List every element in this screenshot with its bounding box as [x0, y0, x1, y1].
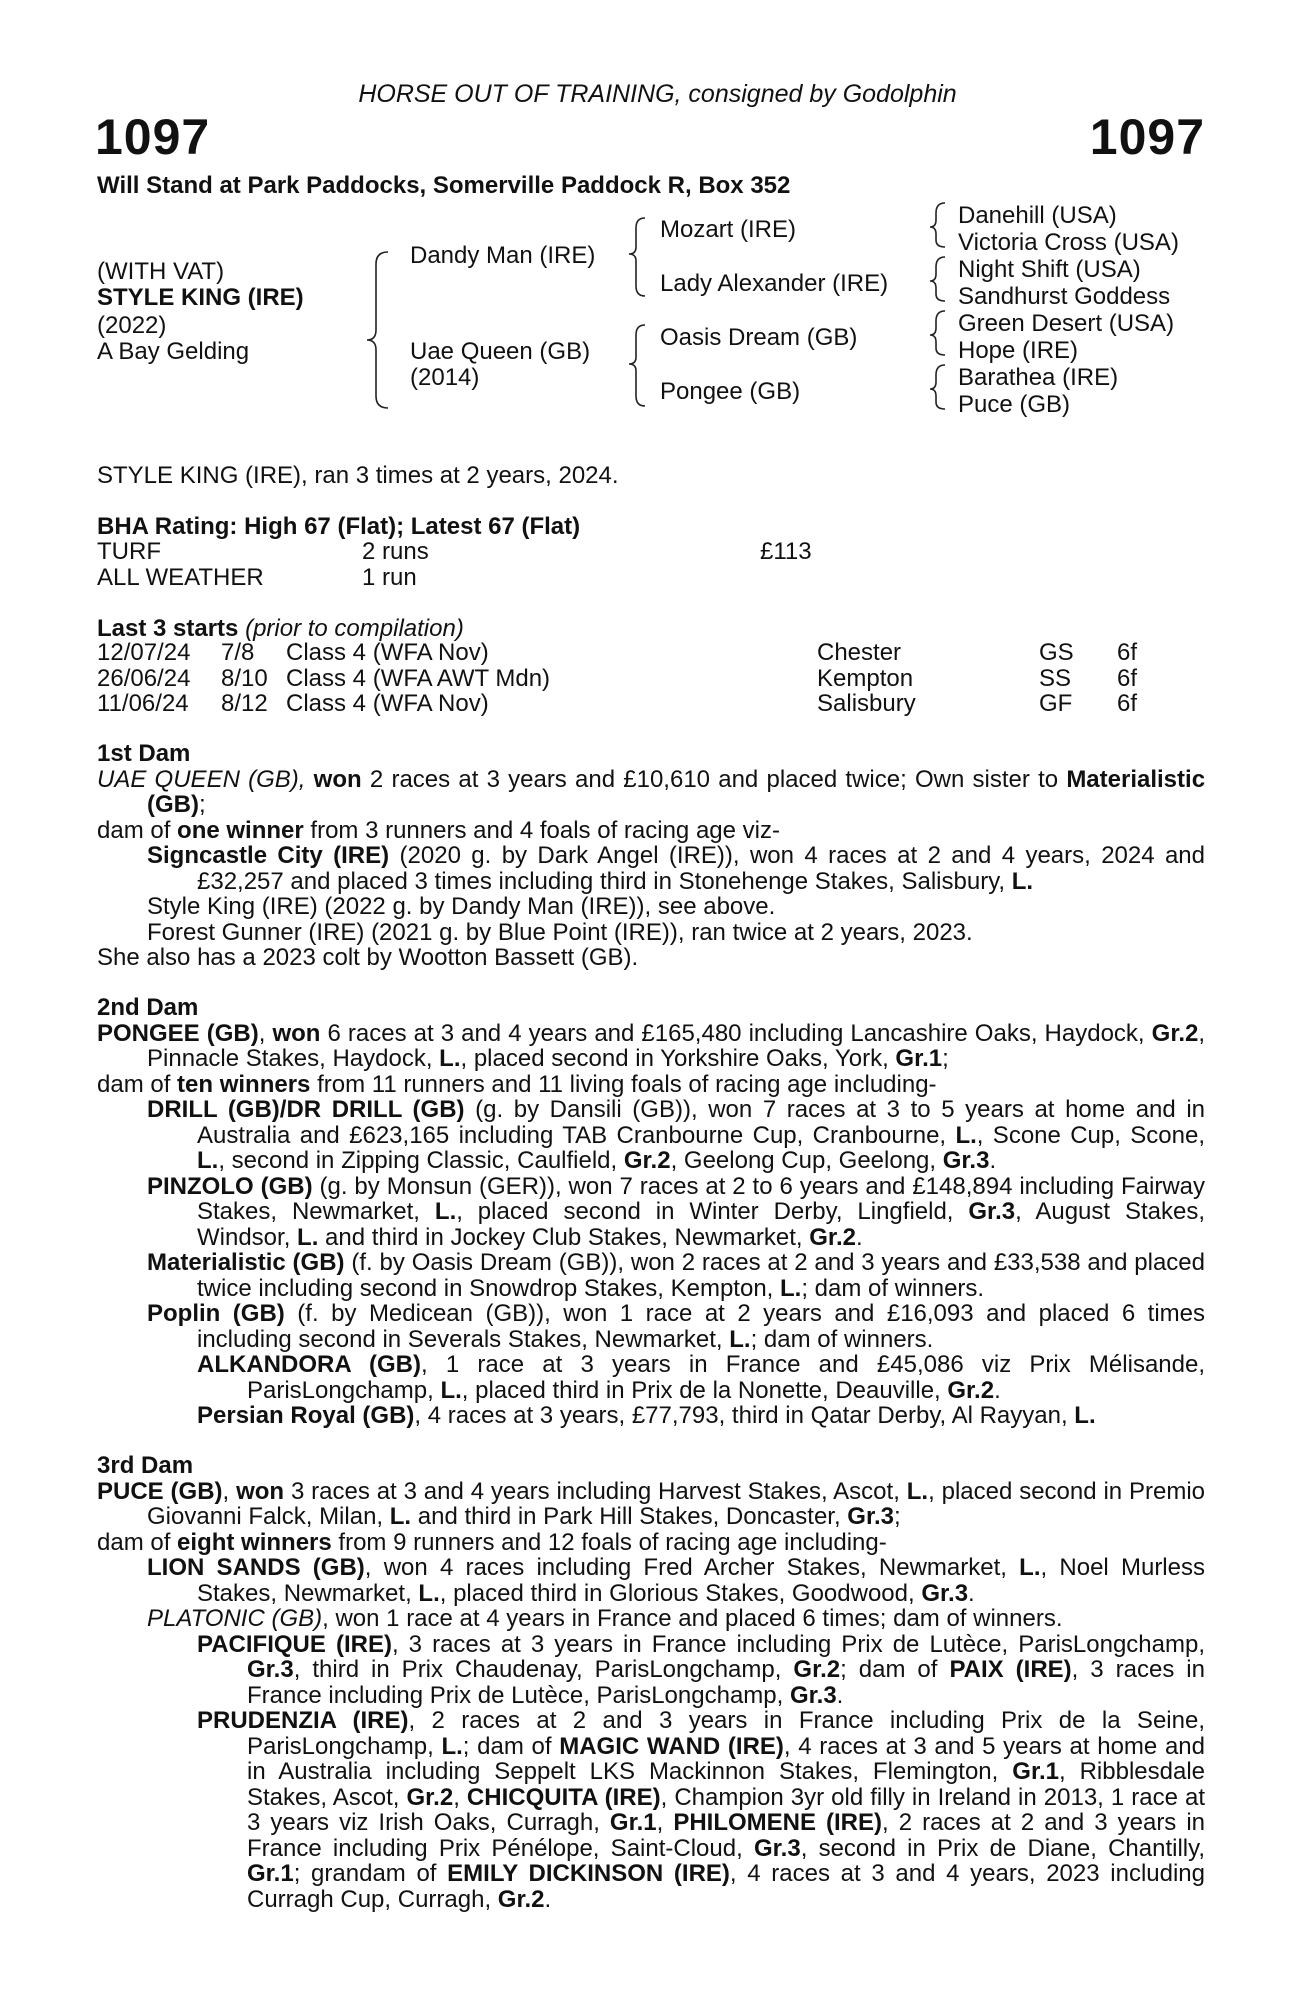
- dam-record: PONGEE (GB), won 6 races at 3 and 4 years and £165,480 including Lancashire Oaks, Haydock, Gr.2, Pinnacle Stakes, Haydock, L., placed second in Yorkshire Oaks, York, Gr.1;: [97, 1019, 1206, 1072]
- turf-label: TURF: [97, 538, 161, 565]
- offspring-name: EMILY DICKINSON (IRE): [447, 1860, 730, 1887]
- horse-vat: (WITH VAT): [97, 258, 225, 285]
- ancestor-5: Green Desert (USA): [958, 310, 1175, 337]
- produce-text: from 11 runners and 11 living foals of racing age including-: [317, 1070, 937, 1098]
- offspring-name: PACIFIQUE (IRE): [197, 1630, 392, 1658]
- ancestor-4: Sandhurst Goddess: [958, 283, 1171, 310]
- offspring-name: MAGIC WAND (IRE): [559, 1732, 784, 1760]
- horse-name: STYLE KING (IRE): [97, 284, 304, 311]
- offspring-text: ; dam of: [840, 1656, 938, 1683]
- bracket-g1: [930, 203, 945, 247]
- race-grade: Gr.3: [789, 1681, 837, 1709]
- offspring-name: CHICQUITA (IRE): [466, 1783, 661, 1811]
- last-starts-heading: [97, 615, 464, 642]
- dam-name: Uae Queen (GB): [410, 338, 591, 365]
- start-course: Chester: [817, 639, 902, 666]
- start-race: Class 4 (WFA Nov): [286, 639, 489, 666]
- race-grade: L.: [418, 1579, 440, 1607]
- punctuation: .: [544, 1885, 552, 1913]
- record-text: , placed second in Yorkshire Oaks, York,: [460, 1045, 889, 1072]
- offspring-text: , 4 races at 3 and 4 years, 2023 including Curragh Cup, Curragh,: [247, 1860, 1205, 1913]
- bracket-g4: [930, 365, 945, 409]
- aw-runs: 1 run: [362, 564, 417, 591]
- offspring-text: , Noel Murless Stakes, Newmarket,: [197, 1554, 1205, 1607]
- race-grade: L.: [1074, 1402, 1096, 1429]
- table-row: [97, 691, 1137, 717]
- dam-of-label: dam of: [97, 1528, 171, 1556]
- produce-entry: [97, 1555, 1205, 1606]
- offspring-text: , Ribblesdale Stakes, Ascot,: [247, 1758, 1206, 1811]
- start-date: 12/07/24: [97, 639, 191, 666]
- dam-name: PONGEE (GB): [97, 1019, 259, 1047]
- offspring-name: PLATONIC (GB): [147, 1605, 323, 1632]
- race-grade: L.: [389, 1503, 412, 1530]
- dam-name: PUCE (GB): [97, 1477, 223, 1505]
- punctuation: ;: [198, 791, 206, 818]
- offspring-text: (g. by Monsun (GER)), won 7 races at 2 to 6 years and £148,894 including Fairway Stakes, Newmarket,: [197, 1172, 1205, 1225]
- offspring-text: ; dam of winners.: [801, 1274, 985, 1302]
- stand-location: Will Stand at Park Paddocks, Somerville Paddock R, Box 352: [97, 172, 791, 199]
- produce-summary: [97, 818, 1205, 844]
- race-grade: Gr.2: [623, 1147, 671, 1174]
- produce-entry: Style King (IRE) (2022 g. by Dandy Man (IRE)), see above.: [147, 893, 776, 920]
- offspring-name: Poplin (GB): [147, 1300, 285, 1327]
- race-grade: Gr.3: [847, 1503, 894, 1530]
- offspring-text: , 4 races at 3 and 5 years at home and in Australia including Seppelt LKS Mackinnon Stakes, Flemington,: [247, 1732, 1205, 1785]
- ancestor-2: Victoria Cross (USA): [958, 229, 1179, 256]
- punctuation: .: [855, 1223, 863, 1251]
- race-grade: L.: [440, 1376, 462, 1404]
- produce-entry: [97, 1352, 1205, 1403]
- race-grade: Gr.1: [895, 1045, 943, 1072]
- offspring-text: , Geelong Cup, Geelong,: [670, 1147, 937, 1174]
- offspring-text: , placed third in Prix de la Nonette, Deauville,: [461, 1376, 941, 1404]
- start-position: 8/10: [221, 664, 268, 692]
- start-going: GF: [1039, 690, 1073, 717]
- second-dam-section: [97, 995, 1205, 1429]
- offspring-name: Signcastle City (IRE): [147, 842, 390, 869]
- punctuation: .: [994, 1376, 1001, 1404]
- race-grade: Gr.3: [247, 1656, 294, 1683]
- section-heading: 1st Dam: [97, 740, 191, 767]
- start-going: GS: [1039, 639, 1074, 666]
- produce-entry: [97, 1632, 1205, 1709]
- punctuation: ;: [942, 1045, 949, 1072]
- offspring-text: and third in Jockey Club Stakes, Newmarket,: [325, 1223, 803, 1251]
- record-text: 6 races at 3 and 4 years and £165,480 including Lancashire Oaks, Haydock,: [327, 1019, 1145, 1047]
- punctuation: ;: [894, 1503, 901, 1530]
- produce-entry: [97, 843, 1205, 894]
- offspring-text: , August Stakes, Windsor,: [197, 1198, 1206, 1251]
- race-grade: Gr.2: [1151, 1019, 1199, 1047]
- won-label: won: [272, 1019, 321, 1047]
- race-grade: L.: [1019, 1554, 1041, 1581]
- race-grade: L.: [297, 1223, 319, 1251]
- offspring-text: , 1 race at 3 years in France and £45,086 viz Prix Mélisande, ParisLongchamp,: [247, 1351, 1205, 1404]
- race-grade: L.: [906, 1477, 929, 1505]
- produce-entry: [97, 1097, 1205, 1174]
- lot-number-left: 1097: [95, 109, 211, 165]
- produce-summary: [97, 1072, 1205, 1098]
- record-text: , Pinnacle Stakes, Haydock,: [147, 1019, 1206, 1072]
- punctuation: .: [968, 1579, 975, 1607]
- race-grade: Gr.2: [947, 1376, 995, 1404]
- bracket-generation-1: [367, 252, 388, 408]
- start-distance: 6f: [1117, 639, 1138, 666]
- offspring-text: , 4 races at 3 years, £77,793, third in Qatar Derby, Al Rayyan,: [414, 1402, 1068, 1429]
- race-grade: Gr.2: [809, 1223, 856, 1251]
- offspring-text: (f. by Medicean (GB)), won 1 race at 2 years and £16,093 and placed 6 times including second in Severals Stakes, Newmarket,: [197, 1300, 1205, 1353]
- race-grade: Gr.1: [609, 1809, 657, 1836]
- record-text: and third in Park Hill Stakes, Doncaster,: [417, 1503, 841, 1530]
- won-label: won: [313, 765, 362, 793]
- catalogue-subtitle: HORSE OUT OF TRAINING, consigned by Godolphin: [358, 80, 957, 108]
- race-grade: Gr.3: [968, 1198, 1016, 1225]
- offspring-name: LION SANDS (GB): [147, 1554, 365, 1581]
- produce-entry: PRUDENZIA (IRE), 2 races at 2 and 3 years in France including Prix de la Seine, ParisLongchamp, L.; dam of MAGIC WAND (IRE), 4 races at 3 and 5 years at home and in Australia including Seppelt LKS Mackinnon Stakes, Flemington, Gr.1, Ribblesdale Stakes, Ascot, Gr.2, CHICQUITA (IRE), Champion 3yr old filly in Ireland in 2013, 1 race at 3 years viz Irish Oaks, Curragh, Gr.1, PHILOMENE (IRE), 2 races at 2 and 3 years in France including Prix Pénélope, Saint-Cloud, Gr.3, second in Prix de Diane, Chantilly, Gr.1; grandam of EMILY DICKINSON (IRE), 4 races at 3 and 4 years, 2023 including Curragh Cup, Curragh, Gr.2.: [197, 1707, 1206, 1913]
- dam-of-label: dam of: [97, 816, 171, 844]
- ancestor-6: Hope (IRE): [958, 337, 1079, 364]
- offspring-name: PHILOMENE (IRE): [673, 1809, 883, 1836]
- additional-produce: She also has a 2023 colt by Wootton Bassett (GB).: [97, 944, 639, 971]
- start-date: 11/06/24: [97, 690, 189, 717]
- race-grade: Gr.3: [942, 1147, 990, 1174]
- offspring-text: , Champion 3yr old filly in Ireland in 2013, 1 race at 3 years viz Irish Oaks, Curragh,: [247, 1783, 1206, 1836]
- winners-count: one winner: [177, 816, 304, 844]
- offspring-text: (g. by Dansili (GB)), won 7 races at 3 to 5 years at home and in Australia and £623,165 including TAB Cranbourne Cup, Cranbourne,: [197, 1096, 1206, 1149]
- start-distance: 6f: [1117, 664, 1138, 692]
- start-course: Kempton: [817, 664, 914, 692]
- bracket-g2: [930, 257, 945, 301]
- winners-count: ten winners: [177, 1070, 311, 1098]
- record-text: 3 races at 3 and 4 years including Harvest Stakes, Ascot,: [290, 1477, 900, 1505]
- race-grade: Gr.2: [406, 1783, 454, 1811]
- offspring-text: , 3 races in France including Prix de Lutèce, ParisLongchamp,: [247, 1656, 1205, 1709]
- ancestor-1: Danehill (USA): [958, 202, 1117, 229]
- offspring-text: (2020 g. by Dark Angel (IRE)), won 4 races at 2 and 4 years, 2024 and £32,257 and placed 3 times including third in Stonehenge Stakes, Salisbury,: [197, 842, 1206, 895]
- offspring-name: PINZOLO (GB): [147, 1172, 313, 1200]
- offspring-name: DRILL (GB)/DR DRILL (GB): [147, 1096, 465, 1123]
- offspring-text: , Scone Cup, Scone,: [976, 1121, 1205, 1149]
- third-dam-section: [97, 1453, 1205, 1912]
- start-position: 8/12: [221, 690, 268, 717]
- produce-entry: [97, 1174, 1205, 1251]
- produce-entry: [97, 1403, 1205, 1429]
- first-dam-section: [97, 741, 1205, 971]
- race-grade: Gr.3: [753, 1834, 801, 1862]
- turf-runs: 2 runs: [362, 538, 429, 565]
- race-grade: L.: [197, 1147, 219, 1174]
- offspring-text: , 3 races at 3 years in France including Prix de Lutèce, ParisLongchamp,: [391, 1630, 1206, 1658]
- dam-record: [97, 767, 1205, 818]
- start-date: 26/06/24: [97, 664, 191, 692]
- last-starts-table: [97, 640, 1137, 717]
- start-course: Salisbury: [817, 690, 916, 717]
- sire-name: Dandy Man (IRE): [410, 242, 596, 269]
- offspring-name: PAIX (IRE): [949, 1656, 1072, 1683]
- aw-label: ALL WEATHER: [97, 564, 264, 591]
- offspring-text: , won 1 race at 4 years in France and placed 6 times; dam of winners.: [322, 1605, 1063, 1632]
- dam-year: (2014): [410, 364, 480, 391]
- punctuation: .: [989, 1147, 997, 1174]
- section-heading: 3rd Dam: [97, 1452, 194, 1479]
- offspring-text: , won 4 races including Fred Archer Stakes, Newmarket,: [364, 1554, 1007, 1581]
- ancestor-8: Puce (GB): [958, 391, 1071, 418]
- race-grade: L.: [439, 1045, 461, 1072]
- dam-of-label: dam of: [97, 1070, 171, 1098]
- winners-count: eight winners: [177, 1528, 332, 1556]
- race-grade: Gr.2: [793, 1656, 841, 1683]
- table-row: [97, 640, 1137, 666]
- offspring-text: ; grandam of: [293, 1860, 437, 1887]
- record-text: , placed second in Premio Giovanni Falck, Milan,: [147, 1477, 1206, 1530]
- bha-rating: BHA Rating: High 67 (Flat); Latest 67 (Flat): [97, 513, 581, 540]
- offspring-text: (f. by Oasis Dream (GB)), won 2 races at 2 and 3 years and £33,538 and placed twice including second in Snowdrop Stakes, Kempton,: [197, 1249, 1205, 1302]
- produce-text: from 9 runners and 12 foals of racing age including-: [338, 1528, 887, 1556]
- dam-dam: Pongee (GB): [660, 378, 801, 405]
- turf-prize: £113: [760, 538, 812, 565]
- race-grade: L.: [729, 1325, 751, 1353]
- race-grade: L.: [441, 1732, 463, 1760]
- lot-number-right: 1097: [1089, 109, 1205, 165]
- horse-description: A Bay Gelding: [97, 338, 250, 365]
- race-grade: L.: [955, 1121, 977, 1149]
- race-grade: L.: [1011, 867, 1034, 895]
- offspring-text: , 2 races at 2 and 3 years in France including Prix Pénélope, Saint-Cloud,: [247, 1809, 1206, 1862]
- offspring-name: PRUDENZIA (IRE): [197, 1707, 409, 1734]
- race-grade: Gr.2: [497, 1885, 545, 1913]
- last-starts-note: (prior to compilation): [245, 615, 464, 642]
- sire-sire: Mozart (IRE): [660, 216, 797, 243]
- offspring-text: , third in Prix Chaudenay, ParisLongchamp,: [293, 1656, 782, 1683]
- start-race: Class 4 (WFA AWT Mdn): [286, 664, 551, 692]
- race-grade: L.: [780, 1274, 802, 1302]
- last-starts-title: Last 3 starts: [97, 615, 239, 642]
- race-summary: STYLE KING (IRE), ran 3 times at 2 years, 2024.: [97, 462, 619, 489]
- offspring-text: ; dam of winners.: [750, 1325, 934, 1353]
- offspring-text: , second in Prix de Diane, Chantilly,: [800, 1834, 1206, 1862]
- produce-entry: [97, 1301, 1205, 1352]
- offspring-text: , placed second in Winter Derby, Lingfield,: [456, 1198, 954, 1225]
- bracket-g3: [930, 311, 945, 355]
- sister-name: Materialistic (GB): [147, 765, 1206, 818]
- sire-dam: Lady Alexander (IRE): [660, 270, 889, 297]
- dam-sire: Oasis Dream (GB): [660, 324, 858, 351]
- dam-record: PUCE (GB), won 3 races at 3 and 4 years including Harvest Stakes, Ascot, L., placed second in Premio Giovanni Falck, Milan, L. and third in Park Hill Stakes, Doncaster, Gr.3;: [97, 1477, 1206, 1530]
- bracket-dam: [629, 325, 645, 406]
- won-label: won: [236, 1477, 285, 1505]
- start-going: SS: [1039, 664, 1072, 692]
- start-position: 7/8: [221, 639, 255, 666]
- section-heading: 2nd Dam: [97, 994, 199, 1021]
- ancestor-3: Night Shift (USA): [958, 256, 1141, 283]
- produce-entry: [97, 1606, 1205, 1632]
- bracket-sire: [629, 218, 645, 296]
- dam-name: UAE QUEEN (GB),: [97, 765, 306, 793]
- horse-year: (2022): [97, 312, 167, 339]
- produce-summary: [97, 1530, 1205, 1556]
- start-race: Class 4 (WFA Nov): [286, 690, 489, 717]
- punctuation: .: [836, 1681, 844, 1709]
- race-grade: Gr.1: [1012, 1758, 1059, 1785]
- ancestor-7: Barathea (IRE): [958, 364, 1119, 391]
- race-grade: L.: [434, 1198, 457, 1225]
- offspring-name: Materialistic (GB): [147, 1249, 345, 1276]
- race-grade: Gr.1: [247, 1860, 294, 1887]
- race-grade: Gr.3: [921, 1579, 969, 1607]
- offspring-name: ALKANDORA (GB): [197, 1351, 421, 1378]
- produce-entry: Forest Gunner (IRE) (2021 g. by Blue Point (IRE)), ran twice at 2 years, 2023.: [147, 918, 973, 946]
- offspring-text: ; dam of: [462, 1732, 552, 1760]
- produce-text: from 3 runners and 4 foals of racing age viz-: [310, 816, 780, 844]
- table-row: [97, 666, 1137, 692]
- produce-entry: [97, 1250, 1205, 1301]
- start-distance: 6f: [1117, 690, 1138, 717]
- offspring-text: , second in Zipping Classic, Caulfield,: [218, 1147, 618, 1174]
- offspring-text: , 2 races at 2 and 3 years in France including Prix de la Seine, ParisLongchamp,: [247, 1707, 1205, 1760]
- offspring-name: Persian Royal (GB): [197, 1402, 415, 1429]
- record-text: 2 races at 3 years and £10,610 and placed twice; Own sister to: [369, 765, 1059, 793]
- offspring-text: , placed third in Glorious Stakes, Goodwood,: [439, 1579, 915, 1607]
